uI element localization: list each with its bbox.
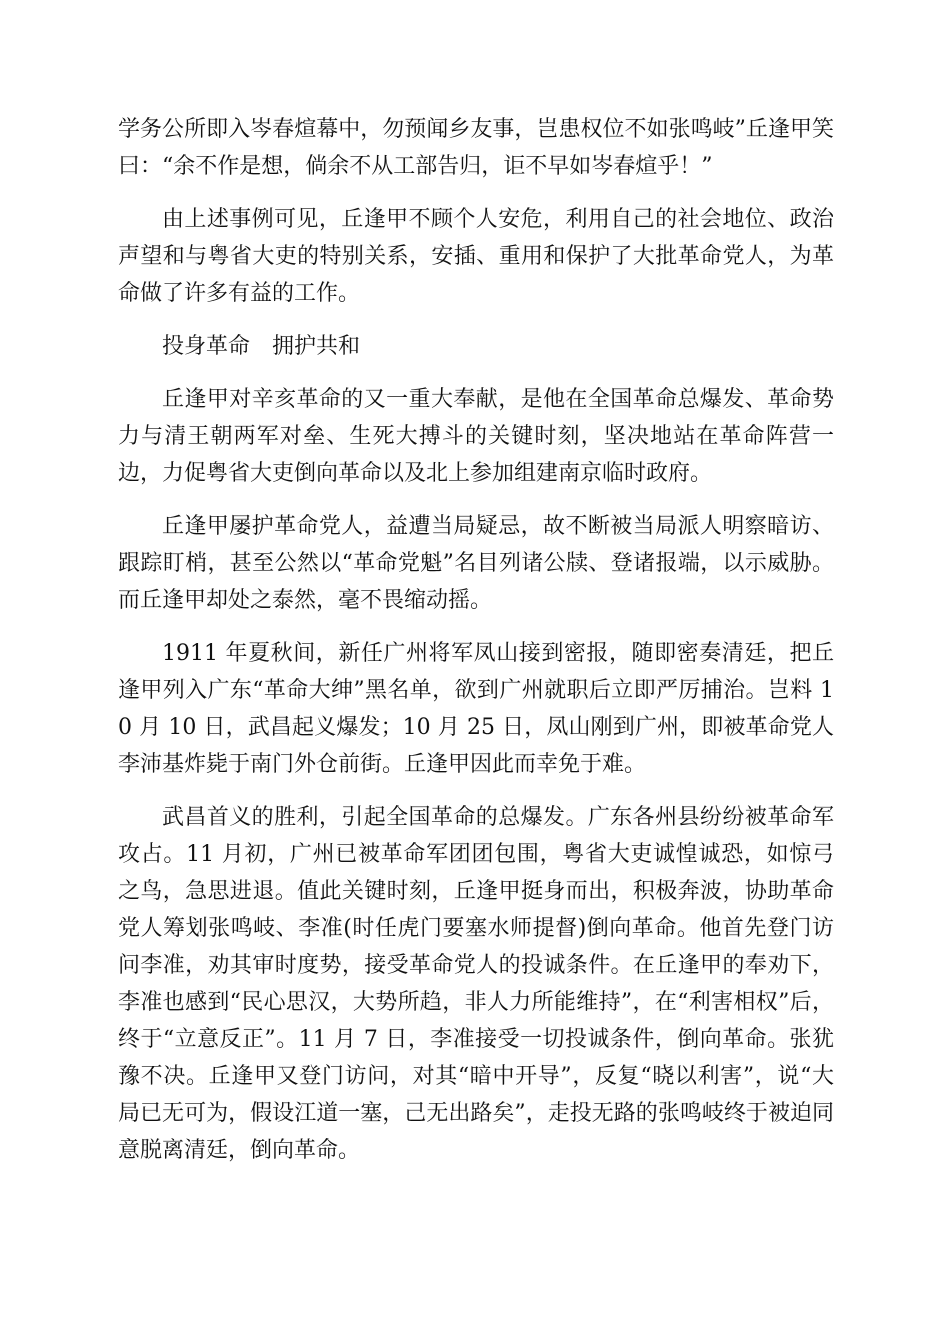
section-heading	[118, 328, 834, 365]
section-heading-part2: 拥护共和	[272, 334, 361, 359]
paragraph-wuchang: 武昌首义的胜利，引起全国革命的总爆发。广东各州县纷纷被革命军攻占。11 月初，广州已被革命军团团包围，粤省大吏诚惶诚恐，如惊弓之鸟，急思进退。值此关键时刻，丘逢甲挺身而出，积极奔波，协助革命党人筹划张鸣岐、李准(时任虎门要塞水师提督)倒向革命。他首先登门访问李准，劝其审时度势，接受革命党人的投诚条件。在丘逢甲的奉劝下，李准也感到“民心思汉，大势所趋，非人力所能维持”，在“利害相权”后，终于“立意反正”。11 月 7 日，李准接受一切投诚条件，倒向革命。张犹豫不决。丘逢甲又登门访问，对其“暗中开导”，反复“晓以利害”，说“大局已无可为，假设江道一塞，己无出路矣”，走投无路的张鸣岐终于被迫同意脱离清廷，倒向革命。	[118, 805, 834, 1163]
paragraph-suspicion: 丘逢甲屡护革命党人，益遭当局疑忌，故不断被当局派人明察暗访、跟踪盯梢，甚至公然以“革命党魁”名目列诸公牍、登诸报端，以示威胁。而丘逢甲却处之泰然，毫不畏缩动摇。	[118, 514, 834, 613]
paragraph-contribution: 丘逢甲对辛亥革命的又一重大奉献，是他在全国革命总爆发、革命势力与清王朝两军对垒、生死大搏斗的关键时刻，坚决地站在革命阵营一边，力促粤省大吏倒向革命以及北上参加组建南京临时政府。	[118, 387, 834, 486]
paragraph-continuation: 学务公所即入岑春煊幕中，勿预闻乡友事，岂患权位不如张鸣岐”丘逢甲笑曰：“余不作是想，倘余不从工部告归，讵不早如岑春煊乎！”	[118, 117, 834, 179]
paragraph-blacklist: 1911 年夏秋间，新任广州将军凤山接到密报，随即密奏清廷，把丘逢甲列入广东“革命大绅”黑名单，欲到广州就职后立即严厉捕治。岂料 10 月 10 日，武昌起义爆发；10 月 25 日，凤山刚到广州，即被革命党人李沛基炸毙于南门外仓前街。丘逢甲因此而幸免于难。	[118, 641, 834, 777]
document-page	[118, 111, 834, 1185]
paragraph-summary: 由上述事例可见，丘逢甲不顾个人安危，利用自己的社会地位、政治声望和与粤省大吏的特别关系，安插、重用和保护了大批革命党人，为革命做了许多有益的工作。	[118, 207, 834, 306]
section-heading-part1: 投身革命	[162, 334, 251, 359]
